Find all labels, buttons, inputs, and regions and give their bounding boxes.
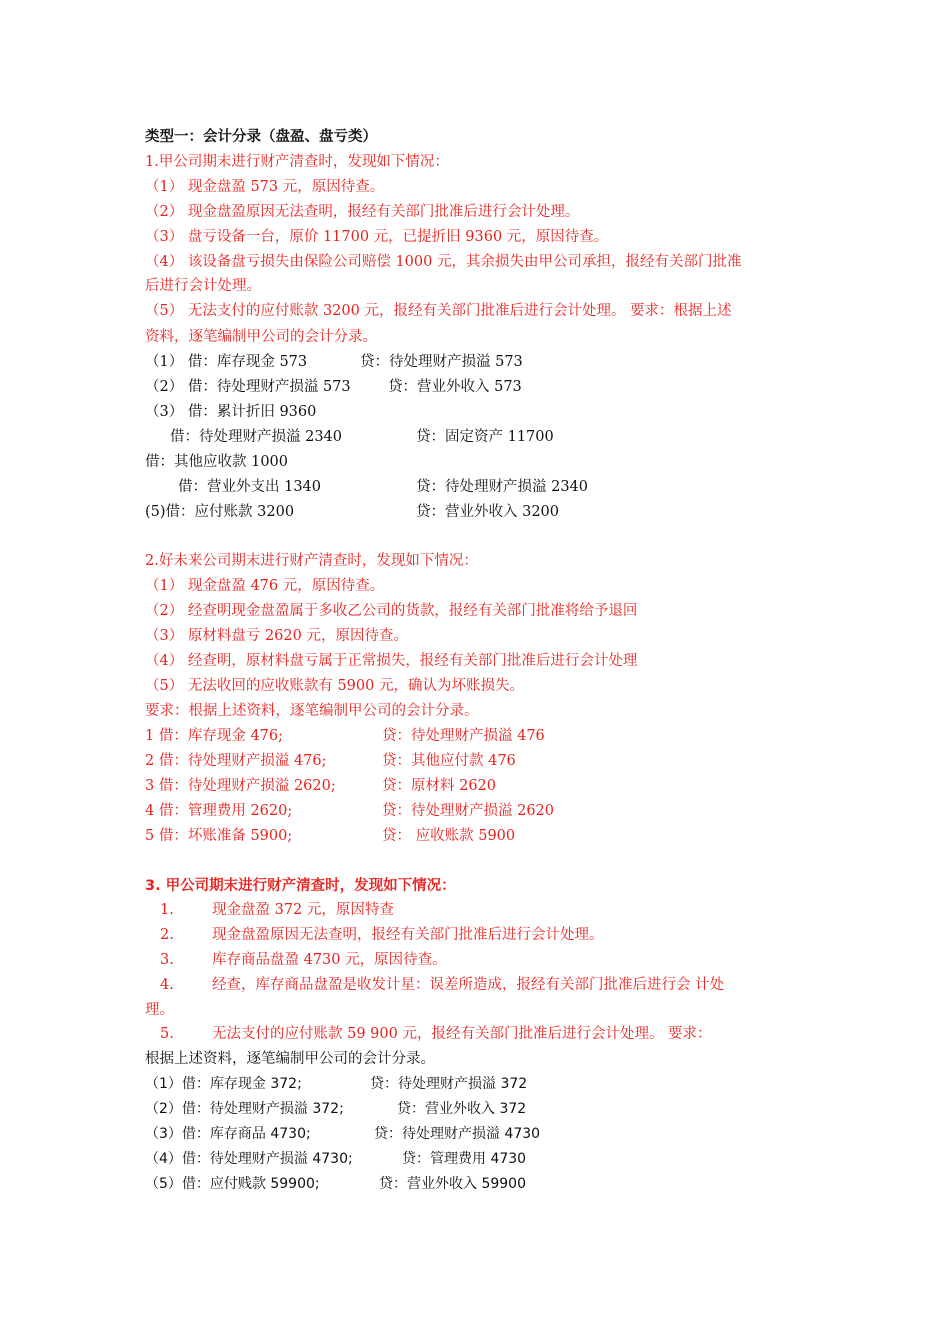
s3-item-number: 2. — [160, 927, 174, 943]
s3-answer-credit: 贷：营业外收入 372 — [397, 1101, 527, 1117]
s1-answer-debit: 借：待处理财产损溢 2340 — [170, 429, 343, 445]
s1-item: （2） 现金盘盈原因无法查明，报经有关部门批准后进行会计处理。 — [145, 204, 580, 220]
s3-item-text: 经查，库存商品盘盈是收发计星：误差所造成，报经有关部门批准后进行会 计处 — [212, 977, 725, 993]
s2-answer-debit: 2 借：待处理财产损溢 476; — [145, 753, 327, 769]
s2-item: （3） 原材料盘亏 2620 元，原因待查。 — [145, 628, 408, 644]
s3-item-text: 现金盘盈原因无法查明，报经有关部门批准后进行会计处理。 — [212, 927, 604, 943]
s2-answer-debit: 3 借：待处理财产损溢 2620; — [145, 778, 336, 794]
s1-answer-credit: 贷：待处理财产损溢 573 — [360, 354, 523, 370]
s2-requirement: 要求：根据上述资料，逐笔编制甲公司的会计分录。 — [145, 703, 479, 719]
s2-answer-credit: 贷：原材料 2620 — [382, 778, 497, 794]
s1-answer-credit: 贷：营业外收入 3200 — [416, 504, 560, 520]
s1-answer-credit: 贷：待处理财产损溢 2340 — [416, 479, 589, 495]
s3-answer-credit: 贷：待处理财产损溢 4730 — [374, 1126, 541, 1142]
s1-answer-debit: （3） 借：累计折旧 9360 — [145, 404, 317, 420]
s2-answer-debit: 1 借：库存现金 476; — [145, 728, 284, 744]
s2-item: （1） 现金盘盈 476 元，原因待查。 — [145, 578, 385, 594]
s1-answer-debit: 借：营业外支出 1340 — [178, 479, 322, 495]
s2-answer-debit: 4 借：管理费用 2620; — [145, 803, 293, 819]
s3-item-text: 库存商品盘盈 4730 元，原因待查。 — [212, 952, 447, 968]
s3-answer-debit: （1）借：库存现金 372; — [145, 1076, 302, 1092]
s3-item-text: 无法支付的应付账款 59 900 元，报经有关部门批准后进行会计处理。 要求： — [212, 1026, 712, 1042]
s3-title: 3. 甲公司期末进行财产清查时，发现如下情况： — [145, 878, 456, 894]
s1-item: 后进行会计处理。 — [145, 278, 261, 294]
s1-answer-credit: 贷：营业外收入 573 — [388, 379, 522, 395]
s3-answer-credit: 贷：管理费用 4730 — [402, 1151, 527, 1167]
s3-answer-credit: 贷：营业外收入 59900 — [379, 1176, 526, 1192]
s1-answer-credit: 贷：固定资产 11700 — [416, 429, 554, 445]
s3-answer-debit: （2）借：待处理财产损溢 372; — [145, 1101, 344, 1117]
s1-item: 资料，逐笔编制甲公司的会计分录。 — [145, 329, 377, 345]
s1-answer-debit: （1） 借：库存现金 573 — [145, 354, 308, 370]
s3-answer-debit: （5）借：应付贱款 59900; — [145, 1176, 320, 1192]
s2-answer-credit: 贷： 应收账款 5900 — [382, 828, 516, 844]
s3-answer-debit: （4）借：待处理财产损溢 4730; — [145, 1151, 353, 1167]
s2-item: （5） 无法收回的应收账款有 5900 元，确认为坏账损失。 — [145, 678, 524, 694]
s1-item: （4） 该设备盘亏损失由保险公司赔偿 1000 元，其余损失由甲公司承担，报经有关部门批准 — [145, 254, 742, 270]
s1-item: （3） 盘亏设备一台，原价 11700 元，已提折旧 9360 元，原因待查。 — [145, 229, 609, 245]
s1-answer-debit: （2） 借：待处理财产损溢 573 — [145, 379, 351, 395]
s3-item-number: 1. — [160, 902, 174, 918]
s3-item-number: 5. — [160, 1026, 174, 1042]
s3-item-text: 理。 — [145, 1002, 174, 1018]
section-heading: 类型一：会计分录（盘盈、盘亏类） — [145, 129, 377, 145]
s3-item-text: 现金盘盈 372 元，原因特查 — [212, 902, 394, 918]
s2-answer-credit: 贷：其他应付款 476 — [382, 753, 516, 769]
s1-answer-debit: 借：其他应收款 1000 — [145, 454, 289, 470]
s3-answer-credit: 贷：待处理财产损溢 372 — [370, 1076, 528, 1092]
s1-item: （1） 现金盘盈 573 元，原因待查。 — [145, 179, 385, 195]
s2-answer-debit: 5 借：坏账准备 5900; — [145, 828, 293, 844]
s3-requirement: 根据上述资料，逐笔编制甲公司的会计分录。 — [145, 1051, 435, 1067]
s1-title: 1.甲公司期末进行财产清查时，发现如下情况： — [145, 154, 449, 170]
s3-item-number: 4. — [160, 977, 174, 993]
s3-item-number: 3. — [160, 952, 174, 968]
s1-item: （5） 无法支付的应付账款 3200 元，报经有关部门批准后进行会计处理。 要求：根据上述 — [145, 303, 732, 319]
s2-item: （2） 经查明现金盘盈属于多收乙公司的货款，报经有关部门批准将给予退回 — [145, 603, 638, 619]
s2-answer-credit: 贷：待处理财产损溢 476 — [382, 728, 545, 744]
s2-item: （4） 经查明，原材料盘亏属于正常损失，报经有关部门批准后进行会计处理 — [145, 653, 638, 669]
s3-answer-debit: （3）借：库存商品 4730; — [145, 1126, 311, 1142]
s2-title: 2.好未来公司期末进行财产清查时，发现如下情况： — [145, 553, 478, 569]
s2-answer-credit: 贷：待处理财产损溢 2620 — [382, 803, 555, 819]
s1-answer-debit: (5)借：应付账款 3200 — [145, 504, 295, 520]
